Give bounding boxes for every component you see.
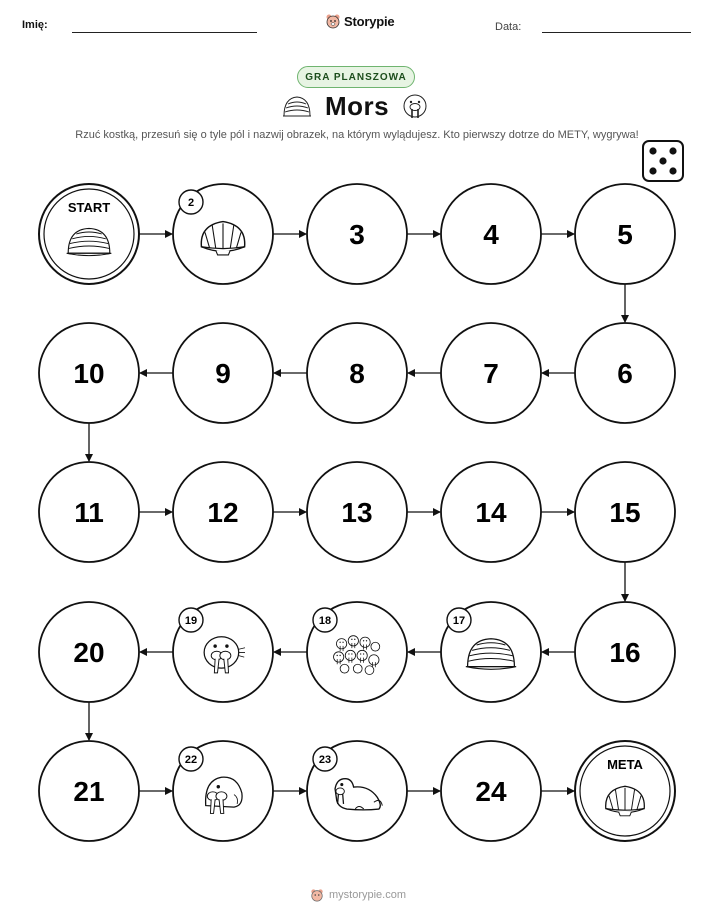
- space-number: 12: [207, 497, 239, 528]
- board-space-17[interactable]: [441, 602, 541, 702]
- board-space-15[interactable]: [575, 462, 675, 562]
- board-space-19[interactable]: [173, 602, 273, 702]
- space-number: 11: [74, 497, 104, 528]
- game-type-badge: GRA PLANSZOWA: [297, 66, 415, 88]
- space-number: 9: [215, 358, 231, 389]
- space-number: 10: [73, 358, 105, 389]
- start-space[interactable]: [39, 184, 139, 284]
- bear-logo-icon: [310, 888, 324, 902]
- board-space-21[interactable]: [39, 741, 139, 841]
- name-label: Imię:: [22, 19, 48, 31]
- brand-name: Storypie: [344, 13, 395, 29]
- board-space-11[interactable]: [39, 462, 139, 562]
- board-space-10[interactable]: [39, 323, 139, 423]
- space-number: 8: [349, 358, 365, 389]
- space-number: 20: [73, 637, 105, 668]
- dice-pip: [649, 147, 656, 154]
- board-space-8[interactable]: [307, 323, 407, 423]
- space-number: 13: [341, 497, 373, 528]
- instructions: Rzuć kostką, przesuń się o tyle pól i nazwij obrazek, na którym wylądujesz. Kto pierwszy dotrze do METY, wygrywa!: [75, 129, 639, 141]
- finish-space-label: META: [607, 757, 643, 772]
- board-space-4[interactable]: [441, 184, 541, 284]
- space-number: 6: [617, 358, 633, 389]
- dice-pip: [659, 157, 666, 164]
- board-space-16[interactable]: [575, 602, 675, 702]
- dice-five-icon: [643, 141, 683, 181]
- space-number: 3: [349, 219, 365, 250]
- board-space-14[interactable]: [441, 462, 541, 562]
- board-space-22[interactable]: [173, 741, 273, 841]
- space-number-badge: 18: [318, 615, 332, 627]
- board-space-9[interactable]: [173, 323, 273, 423]
- space-number: 5: [617, 219, 633, 250]
- space-number: 15: [609, 497, 641, 528]
- space-number-badge: 19: [184, 615, 198, 627]
- space-number: 14: [475, 497, 507, 528]
- dice-pip: [669, 167, 676, 174]
- footer-url[interactable]: mystorypie.com: [329, 889, 407, 901]
- board-space-12[interactable]: [173, 462, 273, 562]
- start-space-label: START: [67, 200, 111, 215]
- space-number: 4: [483, 219, 499, 250]
- board-space-20[interactable]: [39, 602, 139, 702]
- board-space-18[interactable]: [307, 602, 407, 702]
- board-space-5[interactable]: [575, 184, 675, 284]
- space-number: 24: [475, 776, 507, 807]
- board-space-7[interactable]: [441, 323, 541, 423]
- footer: [310, 888, 406, 902]
- space-number-badge: 17: [452, 615, 466, 627]
- board-space-23[interactable]: [307, 741, 407, 841]
- space-number: 16: [609, 637, 641, 668]
- finish-space[interactable]: [575, 741, 675, 841]
- board-space-13[interactable]: [307, 462, 407, 562]
- board-space-24[interactable]: [441, 741, 541, 841]
- space-number: 7: [483, 358, 499, 389]
- space-number-badge: 22: [184, 754, 198, 766]
- dice-pip: [649, 167, 656, 174]
- date-label: Data:: [495, 21, 522, 33]
- board-space-3[interactable]: [307, 184, 407, 284]
- board-space-2[interactable]: [173, 184, 273, 284]
- space-number: 21: [73, 776, 105, 807]
- space-number-badge: 23: [318, 754, 332, 766]
- page-title: Mors: [324, 91, 390, 121]
- space-number-badge: 2: [187, 197, 195, 209]
- dice-pip: [669, 147, 676, 154]
- board-space-6[interactable]: [575, 323, 675, 423]
